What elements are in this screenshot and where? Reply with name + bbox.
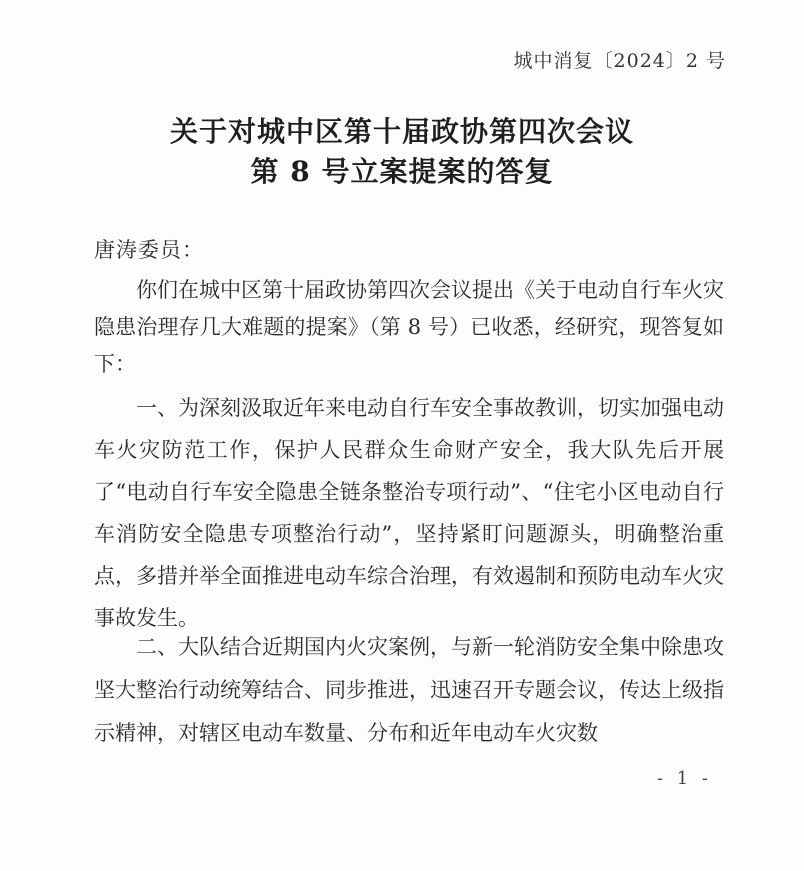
title-line-2: 第 8 号立案提案的答复 xyxy=(250,155,554,188)
document-number: 城中消复〔2024〕2 号 xyxy=(513,50,726,72)
paragraph-section-two: 二、大队结合近期国内火灾案例，与新一轮消防安全集中除患攻坚大整治行动统筹结合、同步推进，迅速召开专题会议，传达上级指示精神，对辖区电动车数量、分布和近年电动车火灾数 xyxy=(94,635,724,745)
salutation: 唐涛委员： xyxy=(94,238,204,262)
title-line-1: 关于对城中区第十届政协第四次会议 xyxy=(169,115,634,148)
document-title xyxy=(0,112,804,192)
paragraph-section-one: 一、为深刻汲取近年来电动自行车安全事故教训，切实加强电动车火灾防范工作，保护人民群众生命财产安全，我大队先后开展了“电动自行车安全隐患全链条整治专项行动”、“住宅小区电动自行车消防安全隐患专项整治行动”，坚持紧盯问题源头，明确整治重点，多措并举全面推进电动车综合治理，有效遏制和预防电动车火灾事故发生。 xyxy=(94,396,724,630)
page-number: - 1 - xyxy=(656,768,712,789)
paragraph-intro: 你们在城中区第十届政协第四次会议提出《关于电动自行车火灾隐患治理存几大难题的提案》（第 8 号）已收悉，经研究，现答复如下： xyxy=(94,278,724,376)
